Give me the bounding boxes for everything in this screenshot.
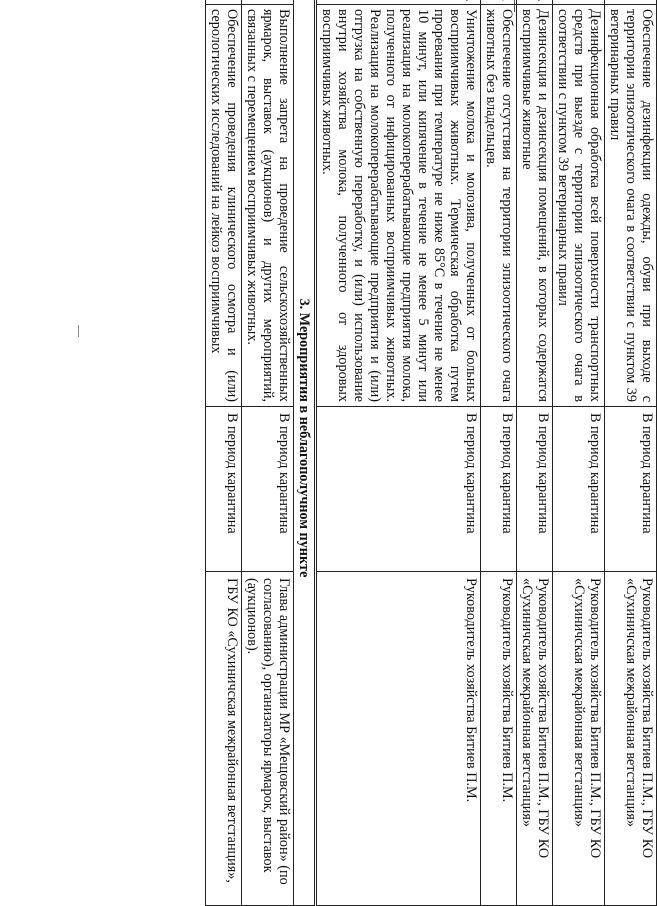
measure-description: Выполнение запрета на проведение сельскохозяйственных ярмарок, выставок (аукционов) и других мероприятий, связанных с перемещением восприимчивых животных.	[242, 5, 294, 407]
measure-description: Обеспечение отсутствия на территории эпизоотического очага животных без владельцев.	[481, 5, 517, 407]
responsible-party: Руководитель хозяйства Битиев П.М.	[316, 572, 481, 906]
measure-period: В период карантина	[553, 407, 605, 572]
table-row	[481, 0, 517, 906]
measure-description: Дезинсекция и дезинсекция помещений, в которых содержатся восприимчивые животные	[517, 5, 553, 407]
responsible-party: Руководитель хозяйства Битиев П.М., ГБУ КО «Сухиничская межрайонная ветстанция»	[605, 572, 657, 906]
section-title: 3. Мероприятия в неблагополучном пункте	[294, 0, 316, 906]
measure-description: Дезинфекционная обработка всей поверхности транспортных средств при выезде с территории эпизоотического очага в соответствии с пунктом 39 ветеринарных правил	[553, 5, 605, 407]
table-row	[206, 0, 242, 906]
measure-period: В период карантина	[605, 407, 657, 572]
measure-period: В период карантина	[242, 407, 294, 572]
measure-description: Уничтожение молока и молозива, полученных от больных восприимчивых животных. Термическая обработка путем проревания при температуре не ниже 85°С в течение не менее 10 минут, или кипячение в течение не менее 5 минут или реализация на молокоперерабатывающие предприятия молока, полученного от инфицированных восприимчивых животных. Реализация на молокоперерабатывающие предприятия и (или) отгрузка на собственную переработку, и (или) использование внутри хозяйства молока, полученного от здоровых восприимчивых животных.	[316, 5, 481, 407]
measure-period: В период карантина	[206, 407, 242, 572]
table-row	[316, 0, 481, 906]
measure-period: В период карантина	[481, 407, 517, 572]
table-row	[605, 0, 657, 906]
table-row	[517, 0, 553, 906]
responsible-party: Глава администрации МР «Мещовский район» (по согласованию), организаторы ярмарок, выставок (аукционов).	[242, 572, 294, 906]
page-edge-mark	[78, 325, 79, 337]
responsible-party: Руководитель хозяйства Битиев П.М.	[481, 572, 517, 906]
quarantine-measures-table	[205, 0, 657, 906]
responsible-party: Руководитель хозяйства Битиев П.М., ГБУ КО «Сухиничская межрайонная ветстанция»	[517, 572, 553, 906]
responsible-party: ГБУ КО «Сухиничская межрайонная ветстанция»,	[206, 572, 242, 906]
section-heading-row	[294, 0, 316, 906]
measure-period: В период карантина	[517, 407, 553, 572]
measure-description: Обеспечение дезинфекции одежды, обуви при выходе с территории эпизоотического очага в соответствии с пунктом 39 ветеринарных правил	[605, 5, 657, 407]
table-row	[242, 0, 294, 906]
table-row	[553, 0, 605, 906]
responsible-party: Руководитель хозяйства Битиев П.М., ГБУ КО «Сухиничская межрайонная ветстанция»	[553, 572, 605, 906]
measure-period: В период карантина	[316, 407, 481, 572]
measure-description: Обеспечение проведения клинического осмотра и (или) серологических исследований на лейкоз восприимчивых	[206, 5, 242, 407]
